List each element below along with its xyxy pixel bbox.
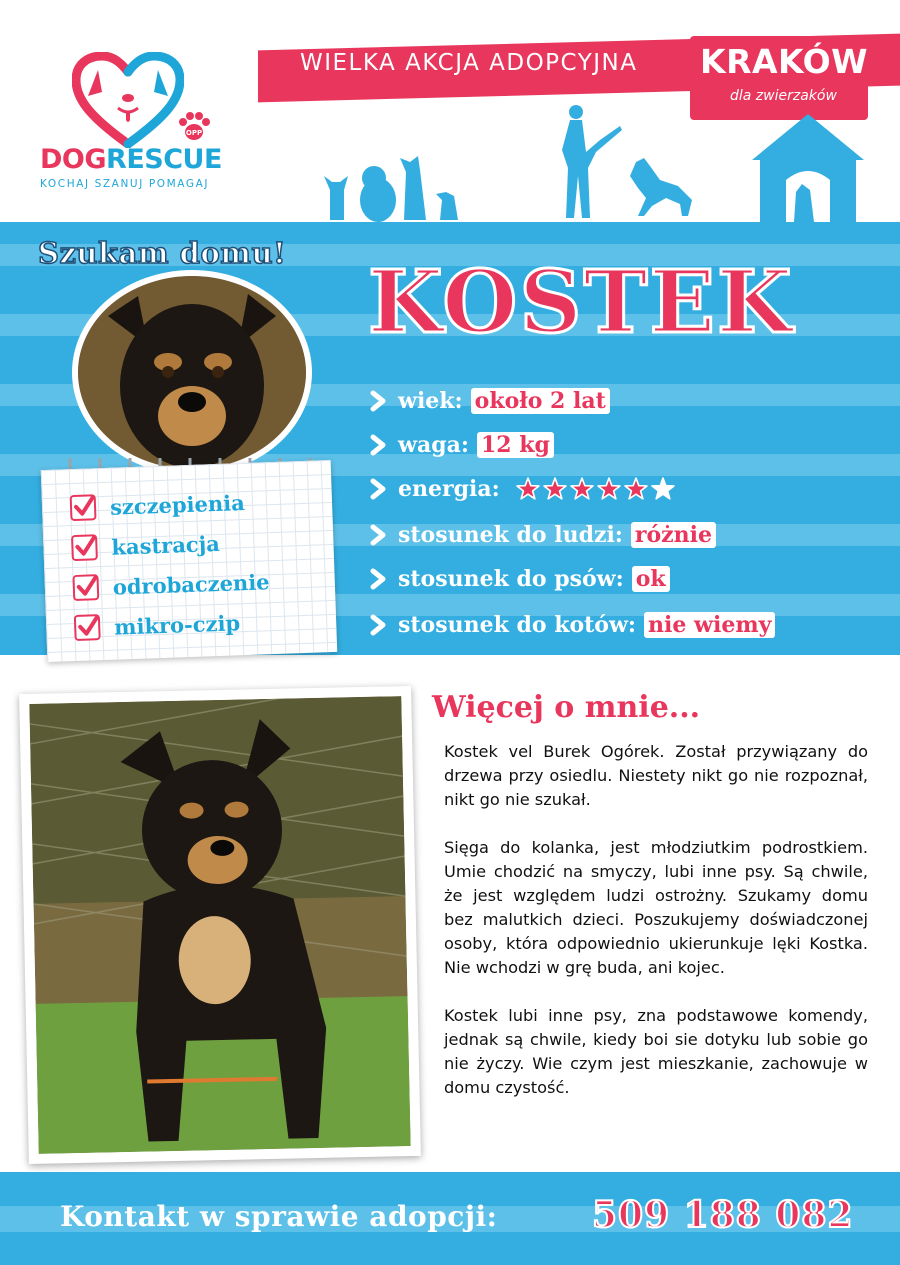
- attribute-value: około 2 lat: [471, 388, 610, 414]
- checkbox-checked-icon: [71, 534, 98, 561]
- contact-label: Kontakt w sprawie adopcji:: [60, 1200, 498, 1233]
- star-filled-icon: [597, 477, 621, 501]
- health-checklist-notepad: [41, 460, 338, 662]
- attribute-value: różnie: [631, 522, 716, 548]
- checklist-label: mikro-czip: [113, 609, 241, 640]
- city-name: KRAKÓW: [700, 42, 869, 81]
- checklist-item: [70, 489, 246, 521]
- about-paragraph: Sięga do kolanka, jest młodziutkim podrostkiem. Umie chodzić na smyczy, lubi inne psy. Są chwile, że jest względem ludzi ostrożny. Szukamy domu bez malutkich dzieci. Poszukujemy doświadczonej osoby, która odpowiednio ukierunkuje lęki Kostka. Nie wchodzi w grę buda, ani kojec.: [444, 838, 868, 977]
- checklist-label: szczepienia: [109, 489, 246, 520]
- star-filled-icon: [516, 477, 540, 501]
- checkbox-checked-icon: [74, 614, 101, 641]
- paw-badge-icon: [175, 108, 213, 146]
- checkbox-checked-icon: [72, 574, 99, 601]
- about-paragraph: Kostek vel Burek Ogórek. Został przywiązany do drzewa przy osiedlu. Niestety nikt go nie rozpoznał, nikt go nie szukał.: [444, 742, 868, 809]
- logo-badge: OPP: [185, 129, 203, 137]
- star-filled-icon: [543, 477, 567, 501]
- about-title: Więcej o mnie...: [432, 690, 701, 725]
- checklist-label: kastracja: [111, 530, 221, 560]
- star-filled-icon: [624, 477, 648, 501]
- attribute-age: [368, 388, 610, 414]
- attribute-key: stosunek do psów:: [398, 566, 624, 592]
- dog-portrait-photo: [72, 270, 312, 475]
- attribute-key: waga:: [398, 432, 469, 458]
- logo-brand-rescue: RESCUE: [106, 144, 222, 175]
- attribute-key: stosunek do ludzi:: [398, 522, 623, 548]
- animals-silhouette-illustration: [300, 100, 900, 230]
- energy-rating: [516, 477, 675, 501]
- about-description: [444, 740, 868, 1124]
- logo-tagline: KOCHAJ SZANUJ POMAGAJ: [40, 178, 210, 190]
- logo-heart-icon: [72, 52, 184, 148]
- attribute-key: stosunek do kotów:: [398, 612, 637, 638]
- checklist-item: [72, 568, 270, 601]
- city-subtitle: dla zwierzaków: [730, 88, 837, 104]
- dog-name: KOSTEK: [368, 252, 794, 353]
- attribute-dogs: [368, 566, 670, 592]
- looking-for-home-badge: Szukam domu!: [38, 236, 287, 270]
- about-paragraph: Kostek lubi inne psy, zna podstawowe komendy, jednak są chwile, kiedy boi sie dotyku lub sobie go nie życzy. Wie czym jest mieszkanie, zachowuje w domu czystość.: [444, 1006, 868, 1097]
- dog-full-photo: [19, 686, 421, 1164]
- attribute-people: [368, 522, 716, 548]
- star-filled-icon: [570, 477, 594, 501]
- chevron-right-icon: [368, 524, 390, 546]
- checklist-label: odrobaczenie: [112, 568, 270, 600]
- chevron-right-icon: [368, 434, 390, 456]
- chevron-right-icon: [368, 568, 390, 590]
- attribute-weight: [368, 432, 554, 458]
- attribute-key: wiek:: [398, 388, 463, 414]
- contact-phone[interactable]: 509 188 082: [592, 1194, 854, 1236]
- checklist-item: [71, 530, 220, 561]
- logo-brand-dog: DOG: [40, 144, 107, 175]
- chevron-right-icon: [368, 478, 390, 500]
- checkbox-checked-icon: [70, 494, 97, 521]
- attribute-key: energia:: [398, 476, 500, 502]
- attribute-value: nie wiemy: [644, 612, 775, 638]
- attribute-energy: [368, 476, 675, 502]
- checklist-item: [74, 609, 241, 641]
- attribute-value: 12 kg: [477, 432, 554, 458]
- logo-brand: [40, 144, 220, 175]
- star-empty-icon: [651, 477, 675, 501]
- chevron-right-icon: [368, 390, 390, 412]
- attribute-cats: [368, 612, 775, 638]
- campaign-title: WIELKA AKCJA ADOPCYJNA: [300, 50, 638, 76]
- attribute-value: ok: [632, 566, 670, 592]
- chevron-right-icon: [368, 614, 390, 636]
